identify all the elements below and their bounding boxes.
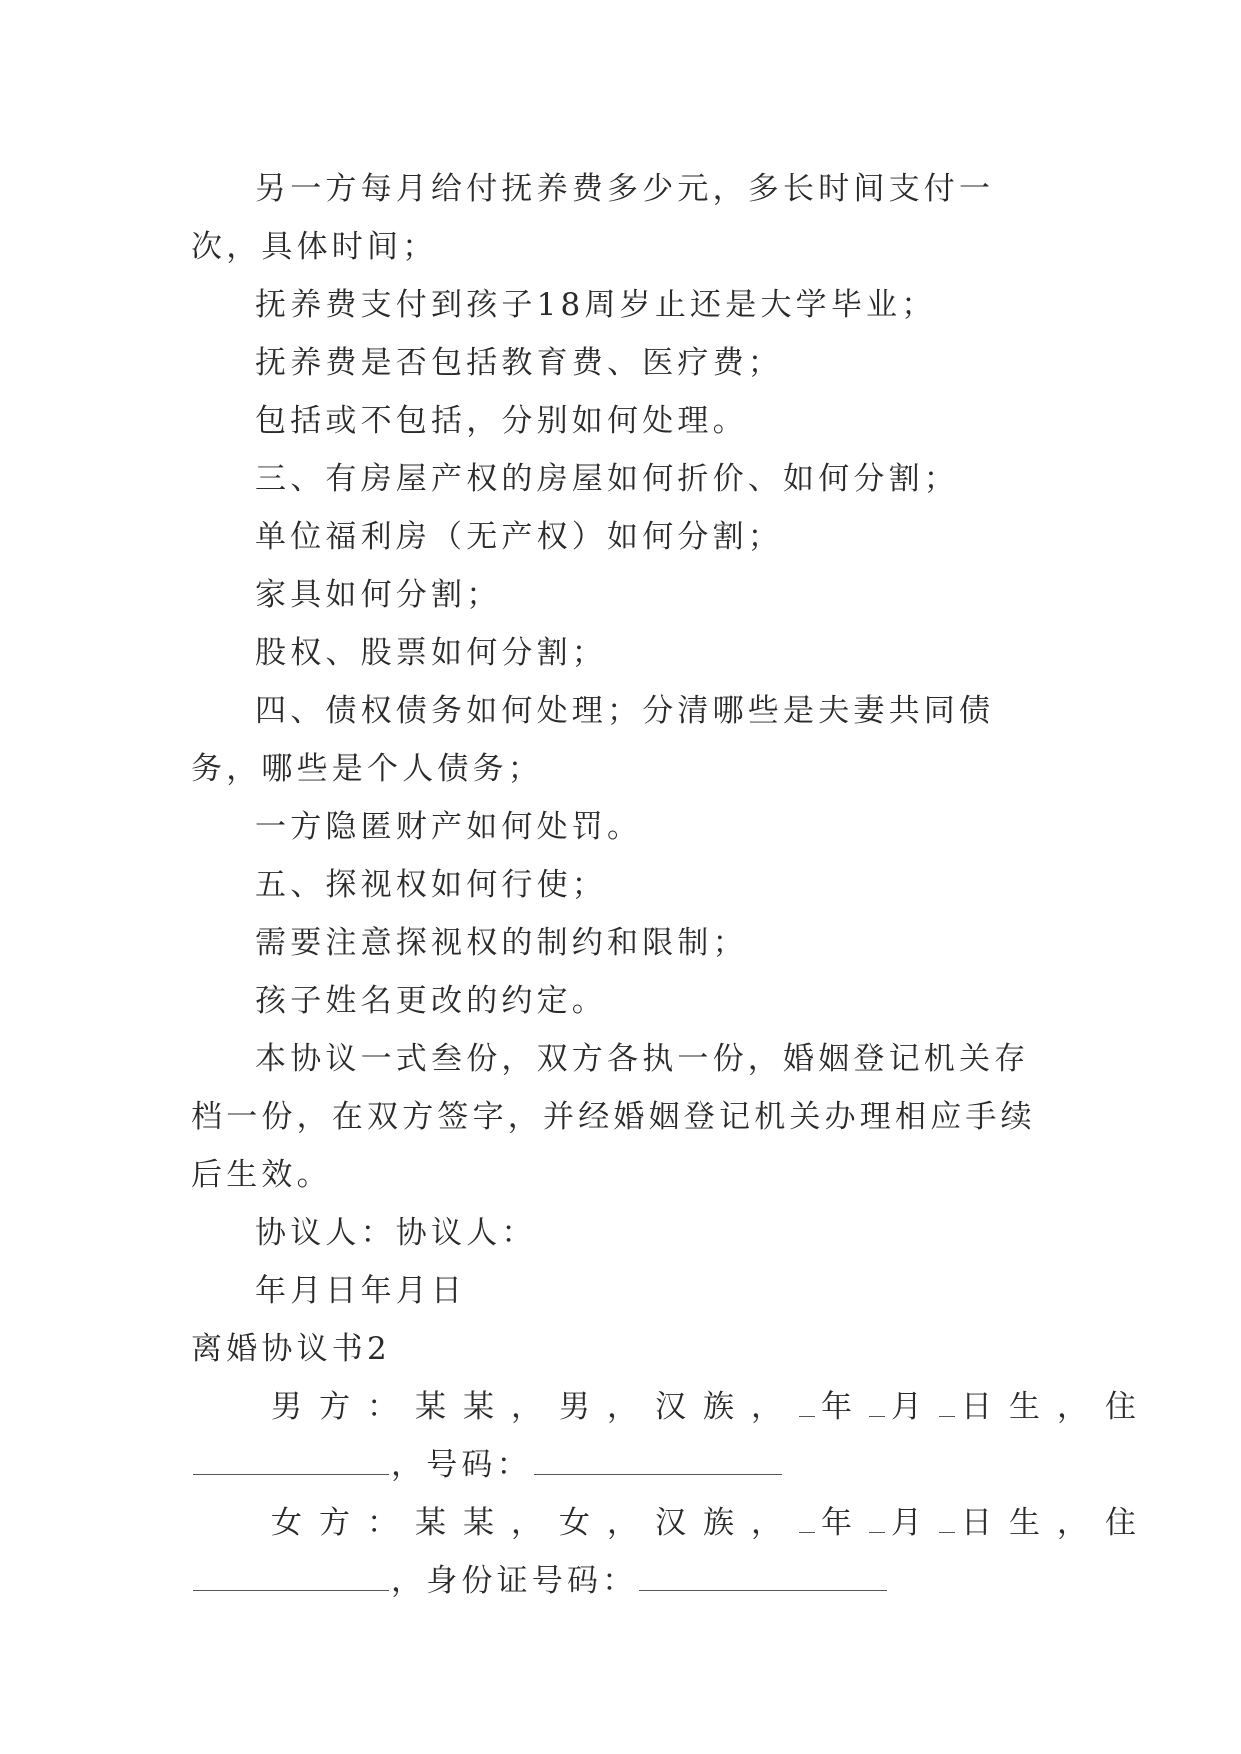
male-address-blank [193,1452,389,1475]
female-party-address-line [191,1552,1061,1610]
female-party-line [191,1494,1153,1552]
female-birth-day: 日生，住 [961,1505,1153,1541]
male-party-label: 男方：某某，男，汉族， [271,1389,799,1425]
male-party-address-line [191,1436,1061,1494]
male-birth-day: 日生，住 [961,1389,1153,1425]
document-body [191,160,1153,1610]
male-party-line [191,1378,1153,1436]
paragraph-signatories: 协议人：协议人： [255,1215,537,1251]
paragraph-support-duration: 抚养费支付到孩子18周岁止还是大学毕业； [255,287,937,323]
female-id-label: ，身份证号码： [391,1563,638,1599]
paragraph-welfare-house: 单位福利房（无产权）如何分割； [255,519,783,555]
birth-year-blank [799,1396,815,1417]
birth-month-blank [869,1512,885,1533]
male-id-blank [534,1452,782,1475]
female-birth-month: 月 [891,1505,939,1541]
female-id-blank [639,1568,887,1591]
female-birth-year: 年 [821,1505,869,1541]
paragraph-house-division: 三、有房屋产权的房屋如何折价、如何分割； [255,461,959,497]
birth-day-blank [939,1512,955,1533]
paragraph-support-handling: 包括或不包括，分别如何处理。 [255,403,748,439]
paragraph-visitation-limits: 需要注意探视权的制约和限制； [255,925,748,961]
birth-month-blank [869,1396,885,1417]
paragraph-visitation: 五、探视权如何行使； [255,867,607,903]
female-party-label: 女方：某某，女，汉族， [271,1505,799,1541]
male-birth-month: 月 [891,1389,939,1425]
paragraph-furniture: 家具如何分割； [255,577,502,613]
birth-year-blank [799,1512,815,1533]
paragraph-child-name: 孩子姓名更改的约定。 [255,983,607,1019]
female-address-blank [193,1568,389,1591]
section-title: 离婚协议书2 [191,1331,391,1367]
male-birth-year: 年 [821,1389,869,1425]
paragraph-debts: 四、债权债务如何处理；分清哪些是夫妻共同债务，哪些是个人债务； [191,693,995,787]
paragraph-hidden-assets: 一方隐匿财产如何处罚。 [255,809,643,845]
birth-day-blank [939,1396,955,1417]
male-id-label: ，号码： [391,1447,532,1483]
paragraph-stocks: 股权、股票如何分割； [255,635,607,671]
paragraph-dates: 年月日年月日 [255,1273,467,1309]
paragraph-support-payment: 另一方每月给付抚养费多少元，多长时间支付一次，具体时间； [191,171,995,265]
paragraph-copies: 本协议一式叁份，双方各执一份，婚姻登记机关存档一份，在双方签字，并经婚姻登记机关办理相应手续后生效。 [191,1041,1036,1193]
paragraph-support-scope: 抚养费是否包括教育费、医疗费； [255,345,783,381]
